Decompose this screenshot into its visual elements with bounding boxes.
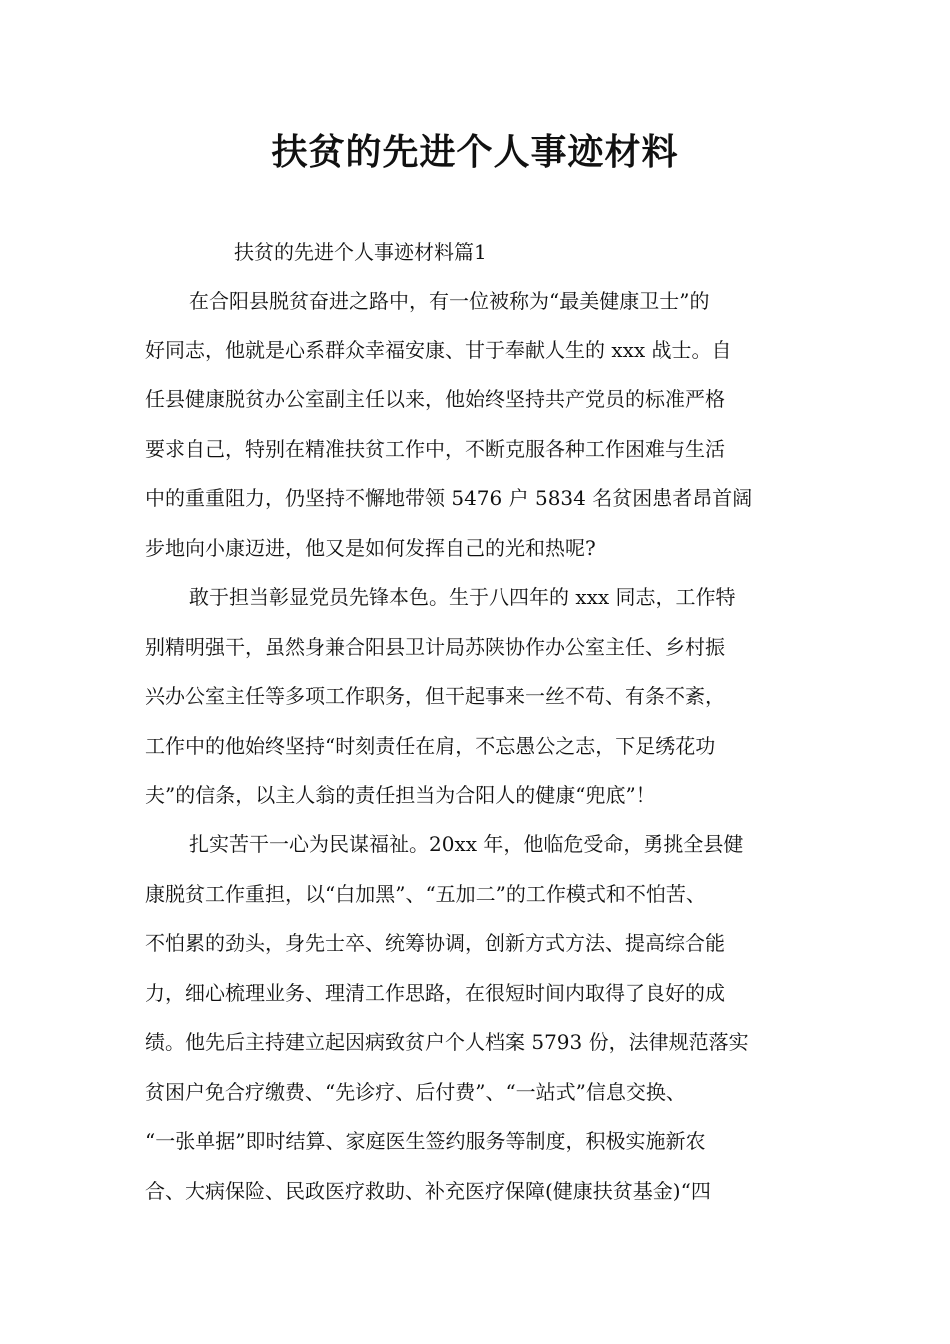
text-line: 扎实苦干一心为民谋福祉。20xx 年，他临危受命，勇挑全县健 [189, 832, 744, 856]
text-line: 兴办公室主任等多项工作职务，但干起事来一丝不苟、有条不紊， [145, 684, 725, 708]
text-line: 力，细心梳理业务、理清工作思路，在很短时间内取得了良好的成 [145, 981, 725, 1005]
text-line: 夫”的信条，以主人翁的责任担当为合阳人的健康“兜底”！ [145, 783, 656, 807]
text-line: 好同志，他就是心系群众幸福安康、甘于奉献人生的 xxx 战士。自 [145, 338, 732, 362]
text-line: 步地向小康迈进，他又是如何发挥自己的光和热呢? [145, 536, 596, 560]
text-line: 要求自己，特别在精准扶贫工作中，不断克服各种工作困难与生活 [145, 437, 725, 461]
text-line: 绩。他先后主持建立起因病致贫户个人档案 5793 份，法律规范落实 [145, 1030, 749, 1054]
text-line: 康脱贫工作重担，以“白加黑”、“五加二”的工作模式和不怕苦、 [145, 882, 706, 906]
text-line: 在合阳县脱贫奋进之路中，有一位被称为“最美健康卫士”的 [189, 289, 710, 313]
text-line: 别精明强干，虽然身兼合阳县卫计局苏陕协作办公室主任、乡村振 [145, 635, 725, 659]
text-line: 不怕累的劲头，身先士卒、统筹协调，创新方式方法、提高综合能 [145, 931, 725, 955]
text-line: 工作中的他始终坚持“时刻责任在肩，不忘愚公之志，下足绣花功 [145, 734, 716, 758]
document-title: 扶贫的先进个人事迹材料 [271, 132, 679, 173]
text-line: 合、大病保险、民政医疗救助、补充医疗保障(健康扶贫基金)“四 [145, 1179, 711, 1203]
text-line: 中的重重阻力，仍坚持不懈地带领 5476 户 5834 名贫困患者昂首阔 [145, 486, 753, 510]
text-line: “一张单据”即时结算、家庭医生签约服务等制度，积极实施新农 [145, 1129, 706, 1153]
text-line: 任县健康脱贫办公室副主任以来，他始终坚持共产党员的标准严格 [145, 387, 725, 411]
section-subtitle: 扶贫的先进个人事迹材料篇1 [234, 240, 487, 264]
text-line: 敢于担当彰显党员先锋本色。生于八四年的 xxx 同志，工作特 [189, 585, 736, 609]
text-line: 贫困户免合疗缴费、“先诊疗、后付费”、“一站式”信息交换、 [145, 1080, 686, 1104]
